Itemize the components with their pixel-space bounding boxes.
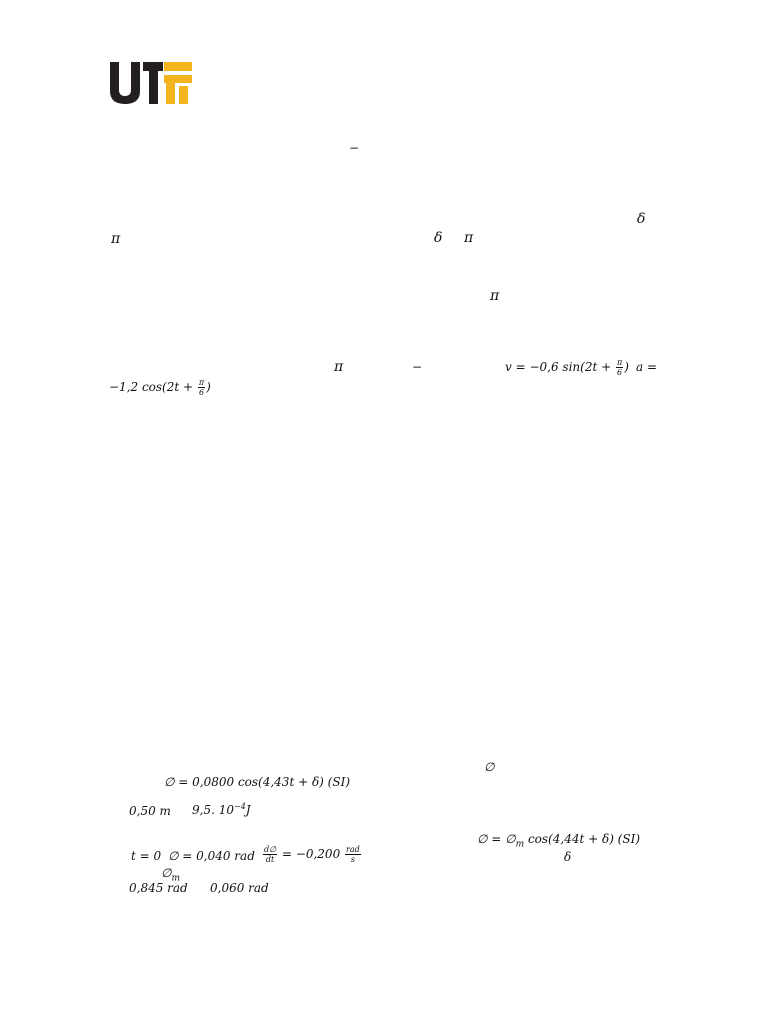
- math-dash: −: [349, 141, 360, 155]
- math-pi: π: [334, 359, 344, 375]
- answer-option: 0,060 rad: [210, 881, 269, 895]
- math-dash: −: [412, 360, 423, 374]
- math-pi: π: [490, 288, 500, 304]
- initial-angle: ∅ = 0,040 rad: [168, 849, 255, 863]
- pendulum-equation-general: ∅ = $\emptyset_m$ cos(4,44t + δ) (SI): [477, 832, 641, 850]
- answer-option: 0,845 rad: [129, 881, 188, 895]
- math-delta: δ: [637, 211, 646, 227]
- amplitude-symbol: $\emptyset_m$: [161, 866, 180, 884]
- answer-option: 9,5. $10^{-4}J$: [192, 802, 251, 817]
- acceleration-label: a =: [636, 360, 658, 374]
- math-phi: ∅: [484, 760, 495, 774]
- math-delta: δ: [564, 850, 572, 864]
- initial-angular-velocity: $\frac{d\emptyset}{dt}$ = −0,200 $\frac{\text{rad}}{s}$: [264, 845, 360, 864]
- acceleration-equation: −1,2 cos(2t + $\frac{\pi}{6}$ ): [109, 378, 211, 397]
- math-pi: π: [111, 231, 121, 247]
- answer-option: 0,50 m: [129, 804, 171, 818]
- math-delta: δ: [434, 230, 443, 246]
- pendulum-equation: ∅ = 0,0800 cos(4,43t + δ) (SI): [164, 775, 350, 789]
- utf-logo: [110, 62, 192, 104]
- initial-time: t = 0: [131, 849, 162, 863]
- math-pi: π: [464, 230, 474, 246]
- velocity-equation: v = −0,6 sin(2t + $\frac{\pi}{6}$ ): [505, 358, 629, 377]
